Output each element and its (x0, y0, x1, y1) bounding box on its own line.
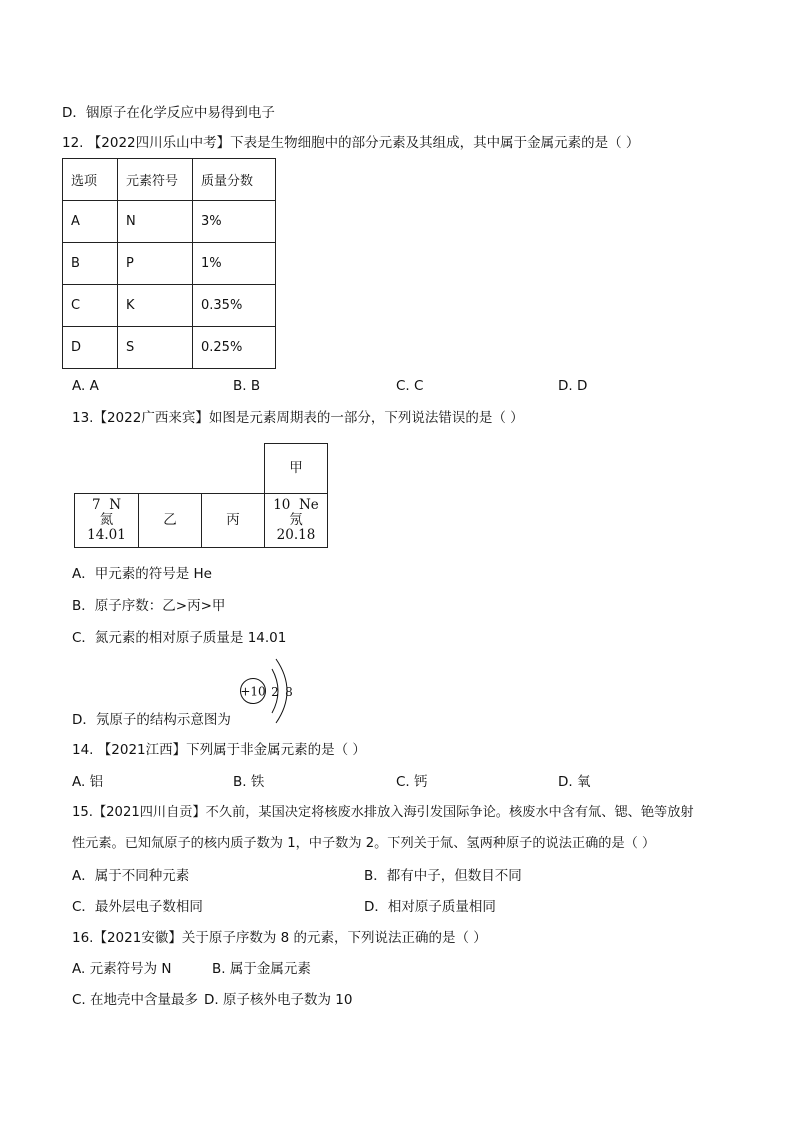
cell-name: 氖 (289, 512, 303, 528)
q13-option-d: D．氖原子的结构示意图为 (72, 712, 231, 728)
q13-option-b: B．原子序数：乙>丙>甲 (72, 598, 226, 614)
table-cell: A (63, 201, 118, 243)
table-row (63, 327, 276, 369)
table-header: 元素符号 (118, 159, 193, 201)
q15-option-c: C．最外层电子数相同 (72, 899, 203, 915)
table-cell: N (118, 201, 193, 243)
cell-label: 丙 (226, 512, 240, 528)
cell-mass: 20.18 (276, 527, 316, 543)
q14-option-d: D. 氧 (558, 774, 591, 790)
q15-option-a: A．属于不同种元素 (72, 868, 190, 884)
q15-stem-line2: 性元素。已知氚原子的核内质子数为 1，中子数为 2。下列关于氚、氢两种原子的说法正确的是（ ） (72, 836, 656, 851)
neon-atom-structure-diagram (232, 655, 312, 727)
table-cell: 1% (193, 243, 276, 285)
table-cell: K (118, 285, 193, 327)
shell-1-electrons: 2 (271, 685, 279, 699)
q15-option-b: B．都有中子，但数目不同 (364, 868, 522, 884)
q12-stem: 12. 【2022四川乐山中考】下表是生物细胞中的部分元素及其组成，其中属于金属元素的是（ ） (62, 135, 640, 151)
q12-option-c: C. C (396, 378, 424, 394)
q16-option-b: B. 属于金属元素 (212, 961, 311, 977)
q14-stem: 14. 【2021江西】下列属于非金属元素的是（ ） (72, 742, 366, 758)
q12-table (62, 158, 276, 369)
table-cell: 0.35% (193, 285, 276, 327)
q16-option-a: A. 元素符号为 N (72, 961, 172, 977)
q11-option-d: D．铟原子在化学反应中易得到电子 (62, 105, 275, 121)
nucleus-charge: +10 (240, 684, 266, 699)
q16-option-c: C. 在地壳中含量最多 (72, 992, 199, 1008)
q16-stem: 16.【2021安徽】关于原子序数为 8 的元素，下列说法正确的是（ ） (72, 930, 487, 946)
shell-2-electrons: 8 (285, 685, 293, 699)
table-row (63, 159, 276, 201)
periodic-cell-jia (264, 443, 328, 494)
cell-label: 甲 (289, 460, 303, 476)
q15-stem-line1: 15.【2021四川自贡】不久前，某国决定将核废水排放入海引发国际争论。核废水中含有氚、锶、铯等放射 (72, 805, 694, 820)
table-cell: B (63, 243, 118, 285)
q14-option-a: A. 铝 (72, 774, 104, 790)
cell-label: 乙 (163, 512, 177, 528)
table-cell: S (118, 327, 193, 369)
cell-number-symbol: 7 N (92, 497, 121, 513)
table-cell: 3% (193, 201, 276, 243)
q12-option-b: B. B (233, 378, 261, 394)
table-cell: C (63, 285, 118, 327)
table-cell: D (63, 327, 118, 369)
table-cell: 0.25% (193, 327, 276, 369)
table-cell: P (118, 243, 193, 285)
cell-number-symbol: 10 Ne (273, 497, 319, 513)
q12-option-a: A. A (72, 378, 99, 394)
periodic-cell-bing (201, 493, 265, 548)
cell-mass: 14.01 (87, 527, 126, 543)
table-row (63, 201, 276, 243)
q15-option-d: D．相对原子质量相同 (364, 899, 496, 915)
q13-option-c: C．氮元素的相对原子质量是 14.01 (72, 630, 287, 646)
periodic-cell-neon (264, 493, 328, 548)
cell-name: 氮 (99, 512, 114, 528)
table-header: 质量分数 (193, 159, 276, 201)
q16-option-d: D. 原子核外电子数为 10 (204, 992, 353, 1008)
q14-option-b: B. 铁 (233, 774, 265, 790)
table-header: 选项 (63, 159, 118, 201)
periodic-cell-yi (138, 493, 202, 548)
table-row (63, 243, 276, 285)
periodic-cell-nitrogen (74, 493, 139, 548)
q12-option-d: D. D (558, 378, 588, 394)
table-row (63, 285, 276, 327)
q14-option-c: C. 钙 (396, 774, 428, 790)
q13-stem: 13.【2022广西来宾】如图是元素周期表的一部分，下列说法错误的是（ ） (72, 410, 524, 426)
q13-option-a: A．甲元素的符号是 He (72, 566, 212, 582)
